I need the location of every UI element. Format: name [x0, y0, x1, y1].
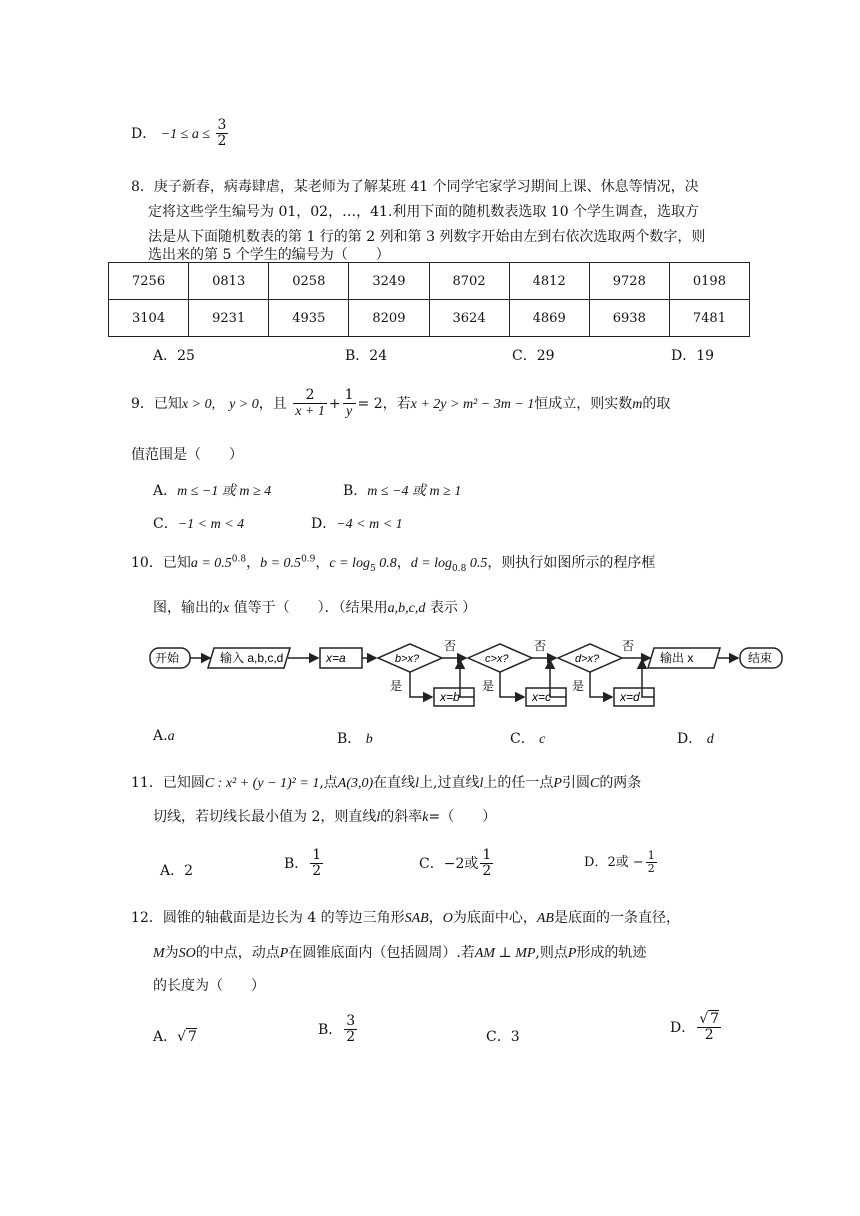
table-cell: 9231 [189, 300, 269, 337]
q12-option-a: A．√ 7 [153, 1029, 197, 1045]
q9-option-d: D．−4 < m < 1 [311, 516, 403, 532]
q8-line-1: 8．庚子新春，病毒肆虐，某老师为了解某班 41 个同学宅家学习期间上课、休息等情况，决 [131, 179, 699, 195]
no-label-1: 否 [444, 639, 457, 653]
no-label-2: 否 [534, 639, 547, 653]
q11-line-2: 切线，若切线长最小值为 2，则直线l的斜率k=（ ） [153, 809, 497, 825]
q12-line-2: M为SO的中点，动点P在圆锥底面内（包括圆周）.若AM ⊥ MP,则点P形成的轨迹 [153, 945, 647, 961]
table-cell: 0813 [189, 263, 269, 300]
output-label: 输出 x [660, 651, 694, 665]
q11-option-b: B． $\frac{1}{2}$ [284, 847, 322, 880]
q7-option-d [131, 118, 230, 150]
q10-option-c: C． c [510, 731, 546, 747]
yes-label-1: 是 [390, 679, 403, 693]
q9-line-2: 值范围是（ ） [131, 447, 243, 463]
assign-c-label: x=c [532, 690, 552, 704]
table-row [109, 300, 750, 337]
table-cell: 8209 [349, 300, 429, 337]
q10-option-a: A.a [153, 728, 175, 744]
option-label: D． [131, 125, 157, 142]
decision-1-label: b>x? [395, 653, 420, 665]
q11-option-c: C．−2或 $\frac{1}{2}$ [419, 847, 492, 880]
fraction: $\frac{√ 7}{2}$ [699, 1011, 720, 1044]
q10-line-2: 图，输出的x 值等于（ ）．（结果用a,b,c,d 表示 ） [153, 600, 477, 616]
fraction: $\frac{3}{2}$ [217, 117, 227, 150]
flowchart [148, 636, 788, 716]
q8-line-3: 法是从下面随机数表的第 1 行的第 2 列和第 3 列数字开始由左到右依次选取两个数字，则 [148, 229, 706, 245]
table-cell: 8702 [429, 263, 509, 300]
q12-line-3: 的长度为（ ） [153, 978, 265, 994]
yes-label-3: 是 [572, 679, 585, 693]
assign-b-label: x=b [440, 690, 460, 704]
q12-option-d: D． $\frac{√ 7}{2}$ [670, 1011, 720, 1044]
assign-d-label: x=d [620, 690, 640, 704]
q8-option-c: C．29 [512, 348, 555, 364]
fraction: $\frac{1}{2}$ [647, 849, 655, 876]
table-cell: 0198 [669, 263, 749, 300]
q8-option-b: B．24 [345, 348, 388, 364]
table-row [109, 263, 750, 300]
q11-option-a: A．2 [160, 863, 194, 879]
table-cell: 9728 [589, 263, 669, 300]
decision-2-label: c>x? [485, 653, 509, 665]
no-label-3: 否 [622, 639, 635, 653]
q10-option-b: B． b [337, 731, 373, 747]
fraction: $\frac{1}{2}$ [312, 847, 322, 880]
table-cell: 4812 [509, 263, 589, 300]
table-cell: 3104 [109, 300, 189, 337]
fraction: $\frac{3}{2}$ [346, 1013, 356, 1046]
fraction: $\frac{1}{2}$ [482, 847, 492, 880]
q12-line-1: 12．圆锥的轴截面是边长为 4 的等边三角形SAB，O为底面中心，AB是底面的一条直径， [131, 910, 680, 926]
q8-line-2: 定将这些学生编号为 01，02，…，41.利用下面的随机数表选取 10 个学生调查，选取方 [148, 204, 700, 220]
q9-option-b: B．m ≤ −4 或 m ≥ 1 [343, 483, 462, 499]
q8-option-a: A．25 [153, 348, 195, 364]
q12-option-c: C．3 [486, 1029, 520, 1045]
table-cell: 6938 [589, 300, 669, 337]
q8-option-d: D．19 [671, 348, 715, 364]
start-label: 开始 [155, 651, 180, 665]
table-cell: 3249 [349, 263, 429, 300]
q12-option-b: B． $\frac{3}{2}$ [318, 1013, 356, 1046]
q9-option-a: A．m ≤ −1 或 m ≥ 4 [153, 483, 272, 499]
q9-option-c: C．−1 < m < 4 [153, 516, 245, 532]
q11-option-d: D．2或 − $\frac{1}{2}$ [584, 849, 655, 876]
table-cell: 7481 [669, 300, 749, 337]
table-cell: 0258 [269, 263, 349, 300]
table-cell: 4869 [509, 300, 589, 337]
random-number-table [108, 262, 750, 337]
decision-3-label: d>x? [575, 653, 600, 665]
q10-option-d: D． d [677, 731, 714, 747]
q10-line-1: 10．已知$a = 0.5^{0.8}$，$b = 0.5^{0.9}$，$c = \log_5 0.8$，$d = \log_{0.8} 0.5$，则执行如图所示的程序框 [131, 554, 656, 574]
table-cell: 4935 [269, 300, 349, 337]
assign-label: x=a [326, 651, 346, 665]
yes-label-2: 是 [482, 679, 495, 693]
fraction: $\frac{1}{y}$ [344, 387, 354, 420]
math-expr: −1 ≤ a ≤ [160, 126, 214, 142]
q9-line-1: 9．已知x > 0, y > 0，且 $\frac{2}{x + 1}$ + $\frac{1}{y}$ = 2，若x + 2y > m² − 3m − 1恒成立，则实数m的取 [131, 387, 671, 420]
fraction: $\frac{2}{x + 1}$ [295, 387, 325, 420]
input-label: 输入 a,b,c,d [220, 651, 284, 665]
end-label: 结束 [748, 651, 773, 665]
table-cell: 7256 [109, 263, 189, 300]
table-cell: 3624 [429, 300, 509, 337]
q8-line-4: 选出来的第 5 个学生的编号为（ ） [148, 247, 390, 263]
q11-line-1: 11．已知圆C : x² + (y − 1)² = 1,点A(3,0)在直线l上,过直线l上的任一点P引圆C的两条 [131, 775, 642, 791]
